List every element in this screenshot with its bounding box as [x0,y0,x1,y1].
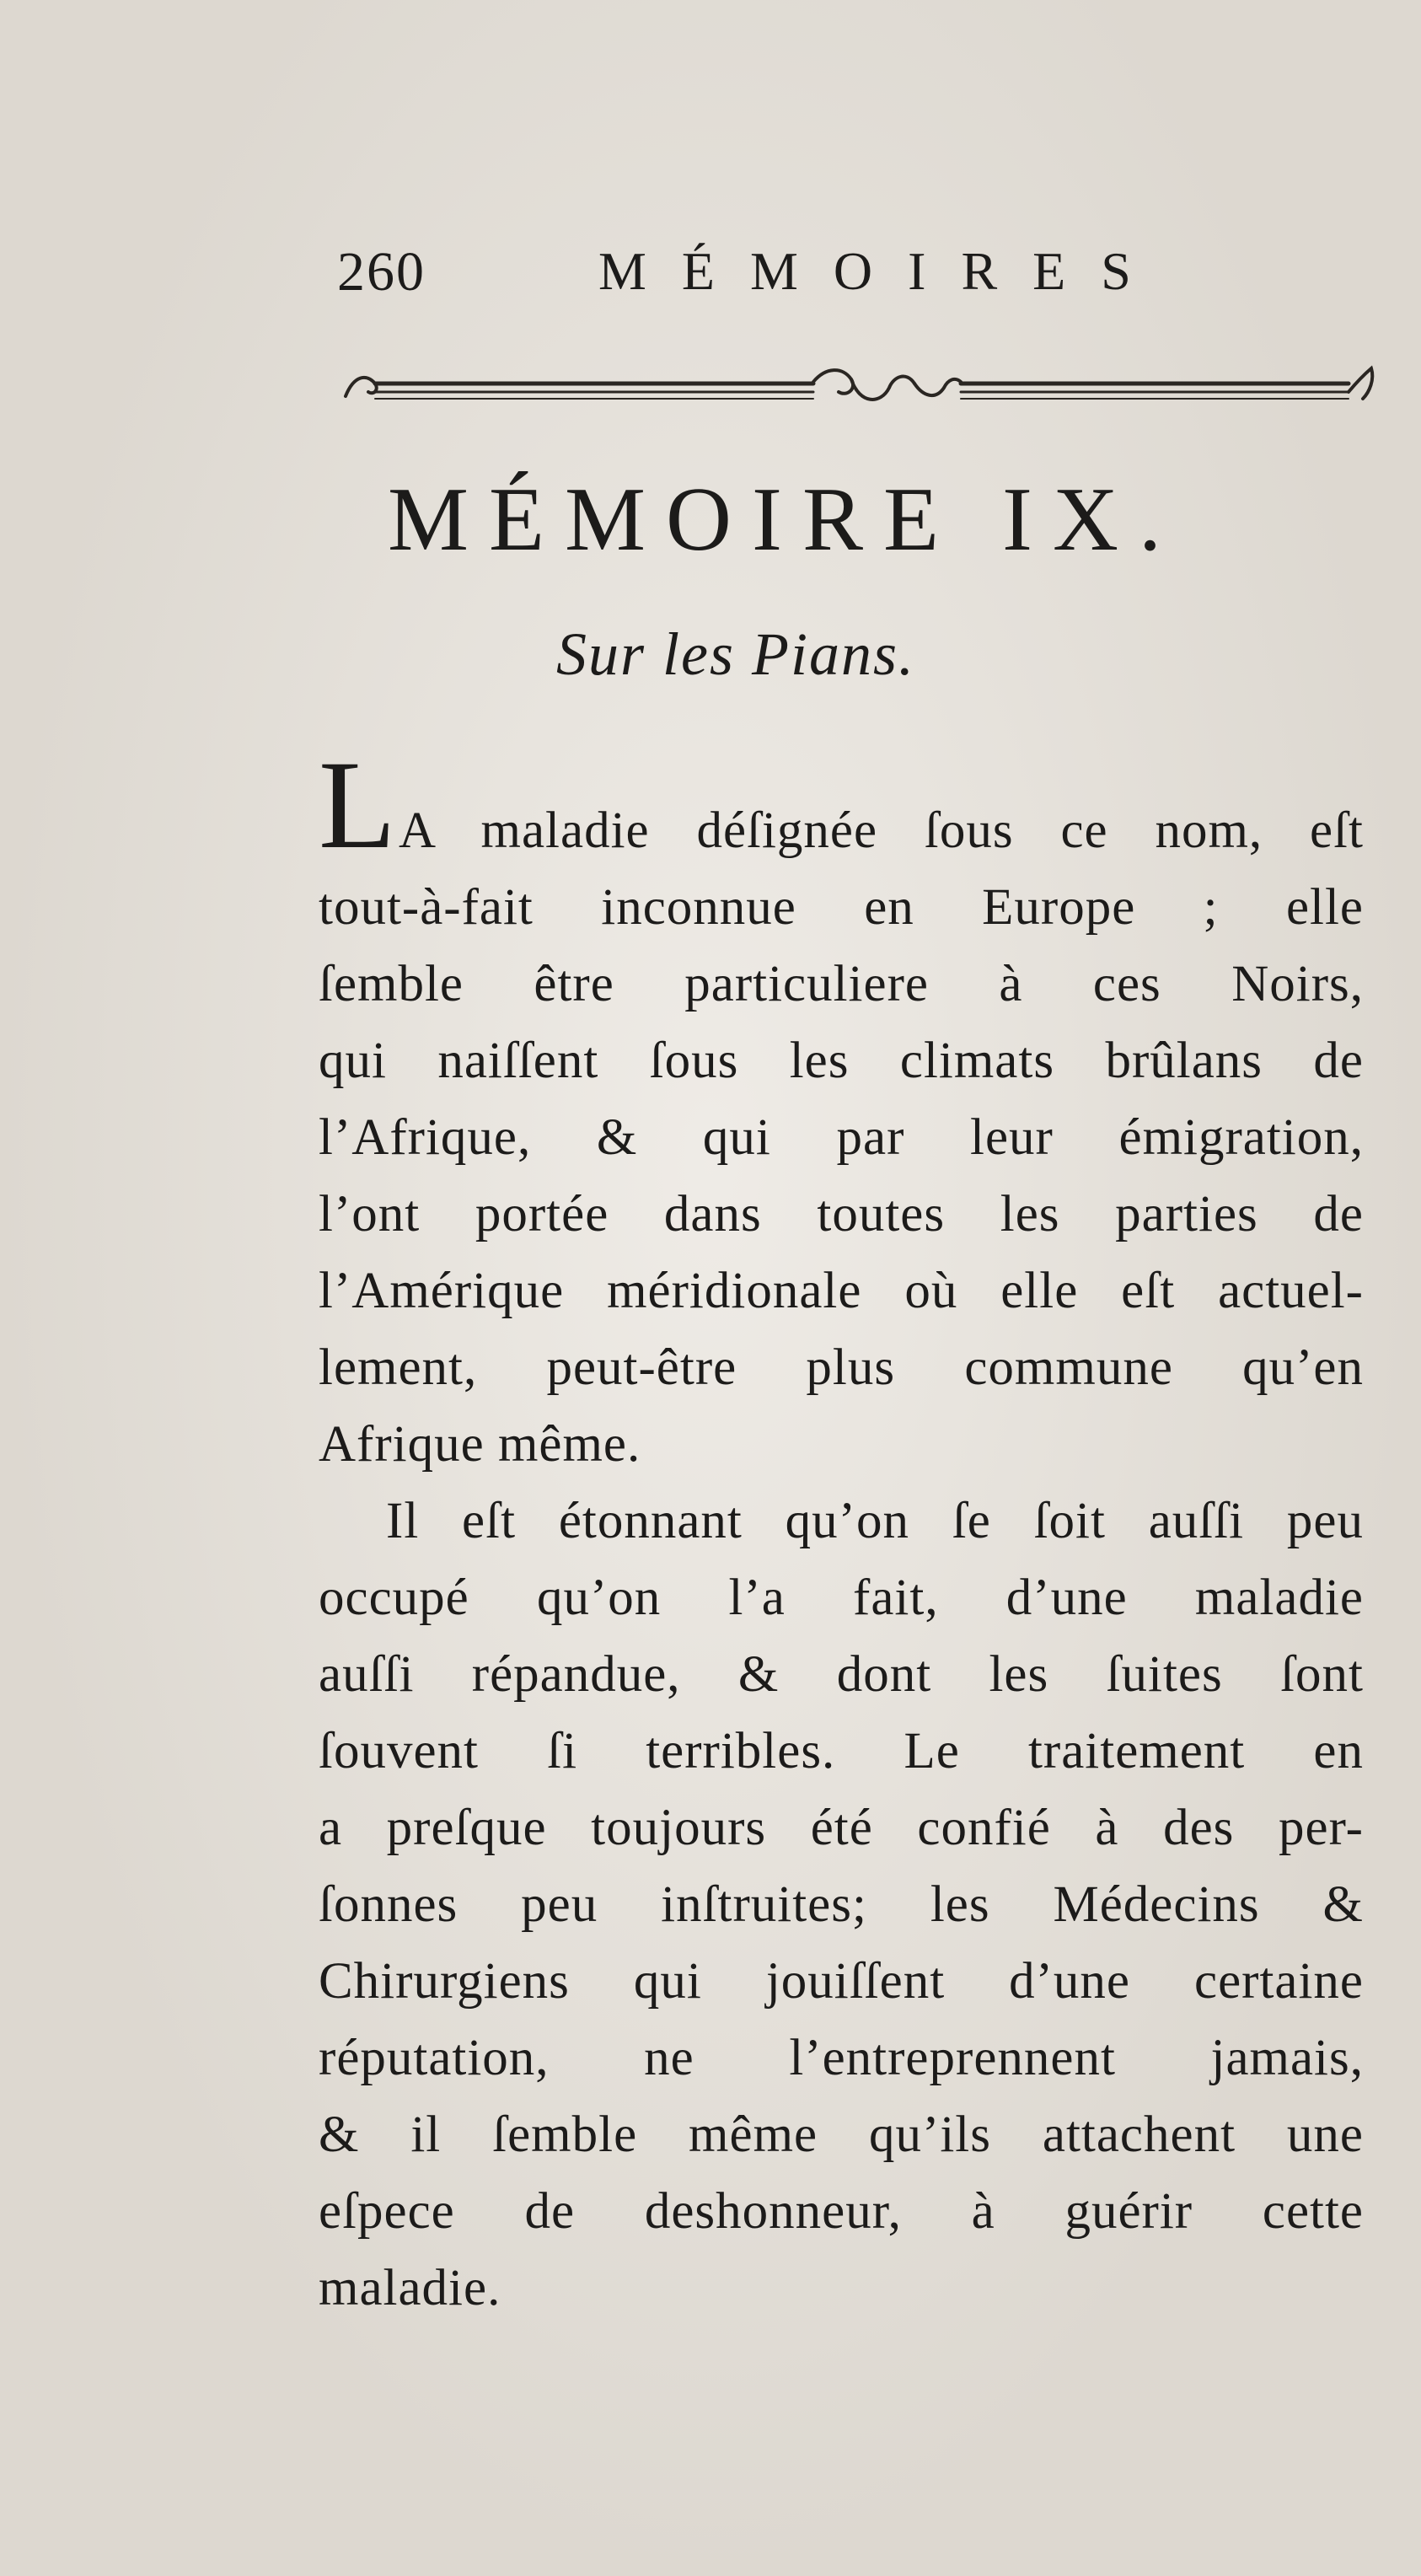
text-line: ſemble être particuliere à ces Noirs, [319,956,1364,1012]
text-line: ſouvent ſi terribles. Le traitement en [319,1723,1364,1779]
chapter-subtitle: Sur les Pians. [556,620,916,688]
page-number: 260 [337,241,426,303]
text-line: eſpece de deshonneur, à guérir cette [319,2183,1364,2240]
text-line: Afrique même. [319,1416,641,1473]
text-line: ſonnes peu inſtruites; les Médecins & [319,1876,1364,1933]
text-line: réputation, ne l’entreprennent jamais, [319,2030,1364,2086]
text-line: a preſque toujours été confié à des per- [319,1800,1364,1856]
text-line-content: A maladie déſignée ſous ce nom, eſt [399,802,1364,859]
text-line: l’Afrique, & qui par leur émigration, [319,1109,1364,1166]
text-line: qui naiſſent ſous les climats brûlans de [319,1033,1364,1089]
text-line [319,735,1364,875]
text-line: occupé qu’on l’a fait, d’une maladie [319,1570,1364,1626]
paragraph-1 [319,735,1364,1483]
text-line: Chirurgiens qui jouiſſent d’une certaine [319,1953,1364,2010]
body-text [319,735,1364,2326]
decorative-ornament-rule [341,358,1378,417]
text-line: tout-à-fait inconnue en Europe ; elle [319,879,1364,936]
text-line: & il ſemble même qu’ils attachent une [319,2106,1364,2163]
text-line: lement, peut-être plus commune qu’en [319,1339,1364,1396]
paragraph-2 [319,1483,1364,2326]
text-line: auſſi répandue, & dont les ſuites ſont [319,1646,1364,1703]
text-line: maladie. [319,2260,501,2316]
text-line: l’Amérique méridionale où elle eſt actuel- [319,1263,1364,1319]
drop-cap: L [319,735,397,875]
text-line: Il eſt étonnant qu’on ſe ſoit auſſi peu [386,1493,1364,1549]
chapter-title: MÉMOIRE IX. [388,470,1182,570]
running-header [337,240,1166,333]
text-line: l’ont portée dans toutes les parties de [319,1186,1364,1242]
running-title: MÉMOIRES [598,241,1166,301]
